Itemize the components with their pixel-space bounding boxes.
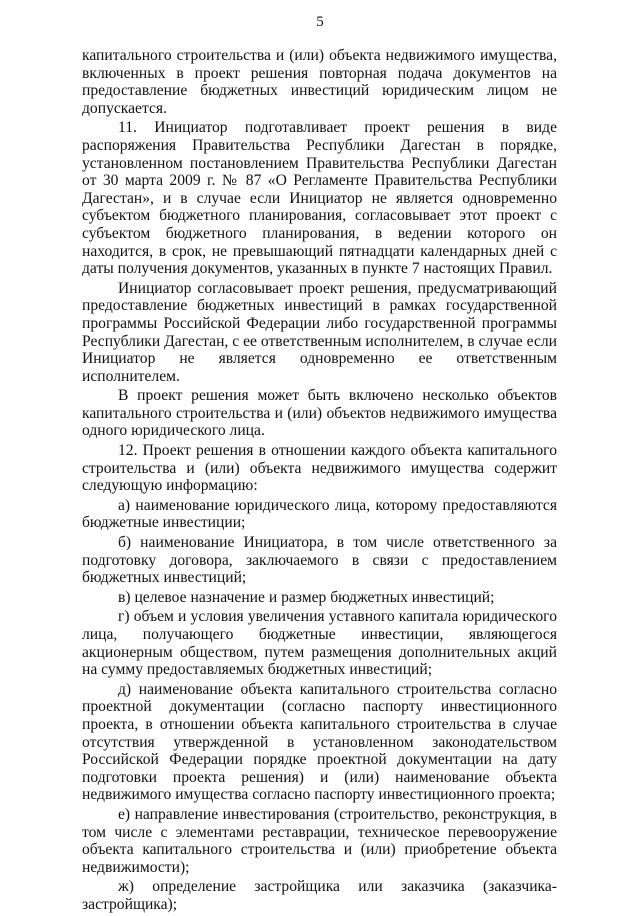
page-number: 5 xyxy=(316,14,324,30)
list-item-a: а) наименование юридического лица, которому предоставляются бюджетные инвестиции; xyxy=(82,496,557,532)
list-item-e: е) направление инвестирования (строительство, реконструкция, в том числе с элементами реставрации, техническое перевооружение объекта капитального строительства и (или) приобретение объекта недвижимости); xyxy=(82,805,557,876)
list-item-zh: ж) определение застройщика или заказчика (заказчика-застройщика); xyxy=(82,878,557,913)
document-body xyxy=(82,47,557,916)
list-item-b: б) наименование Инициатора, в том числе ответственного за подготовку договора, заключаемого в связи с предоставлением бюджетных инвестиций; xyxy=(82,534,557,587)
list-item-d: д) наименование объекта капитального строительства согласно проектной документации (согласно паспорту инвестиционного проекта, в отношении объекта капитального строительства в случае отсутствия утвержденной в установленном законодательством Российской Федерации порядке проектной документации на дату подготовки проекта решения) и (или) наименование объекта недвижимого имущества согласно паспорту инвестиционного проекта; xyxy=(82,680,557,804)
paragraph-12: 12. Проект решения в отношении каждого объекта капитального строительства и (или) объекта недвижимого имущества содержит следующую информацию: xyxy=(82,442,557,495)
paragraph-approval: Инициатор согласовывает проект решения, предусматривающий предоставление бюджетных инвестиций в рамках государственной программы Российской Федерации либо государственной программы Республики Дагестан, с ее ответственным исполнителем, в случае если Инициатор не является одновременно ее ответственным исполнителем. xyxy=(82,279,557,385)
list-item-v: в) целевое назначение и размер бюджетных инвестиций; xyxy=(118,588,495,606)
paragraph-multiple-objects: В проект решения может быть включено несколько объектов капитального строительства и (или) объектов недвижимого имущества одного юридического лица. xyxy=(82,387,557,440)
paragraph-11: 11. Инициатор подготавливает проект решения в виде распоряжения Правительства Республики Дагестан в порядке, установленном постановлением Правительства Республики Дагестан от 30 марта 2009 г. № 87 «О Регламенте Правительства Республики Дагестан», и в случае если Инициатор не является одновременно субъектом бюджетного планирования, согласовывает этот проект с субъектом бюджетного планирования, в ведении которого он находится, в срок, не превышающий пятнадцати календарных дней с даты получения документов, указанных в пункте 7 настоящих Правил. xyxy=(82,119,557,278)
list-item-g: г) объем и условия увеличения уставного капитала юридического лица, получающего бюджетные инвестиции, являющегося акционерным обществом, путем размещения дополнительных акций на сумму предоставляемых бюджетных инвестиций; xyxy=(82,608,557,679)
paragraph-continuation: капитального строительства и (или) объекта недвижимого имущества, включенных в проект решения повторная подача документов на предоставление бюджетных инвестиций юридическим лицом не допускается. xyxy=(82,47,557,117)
